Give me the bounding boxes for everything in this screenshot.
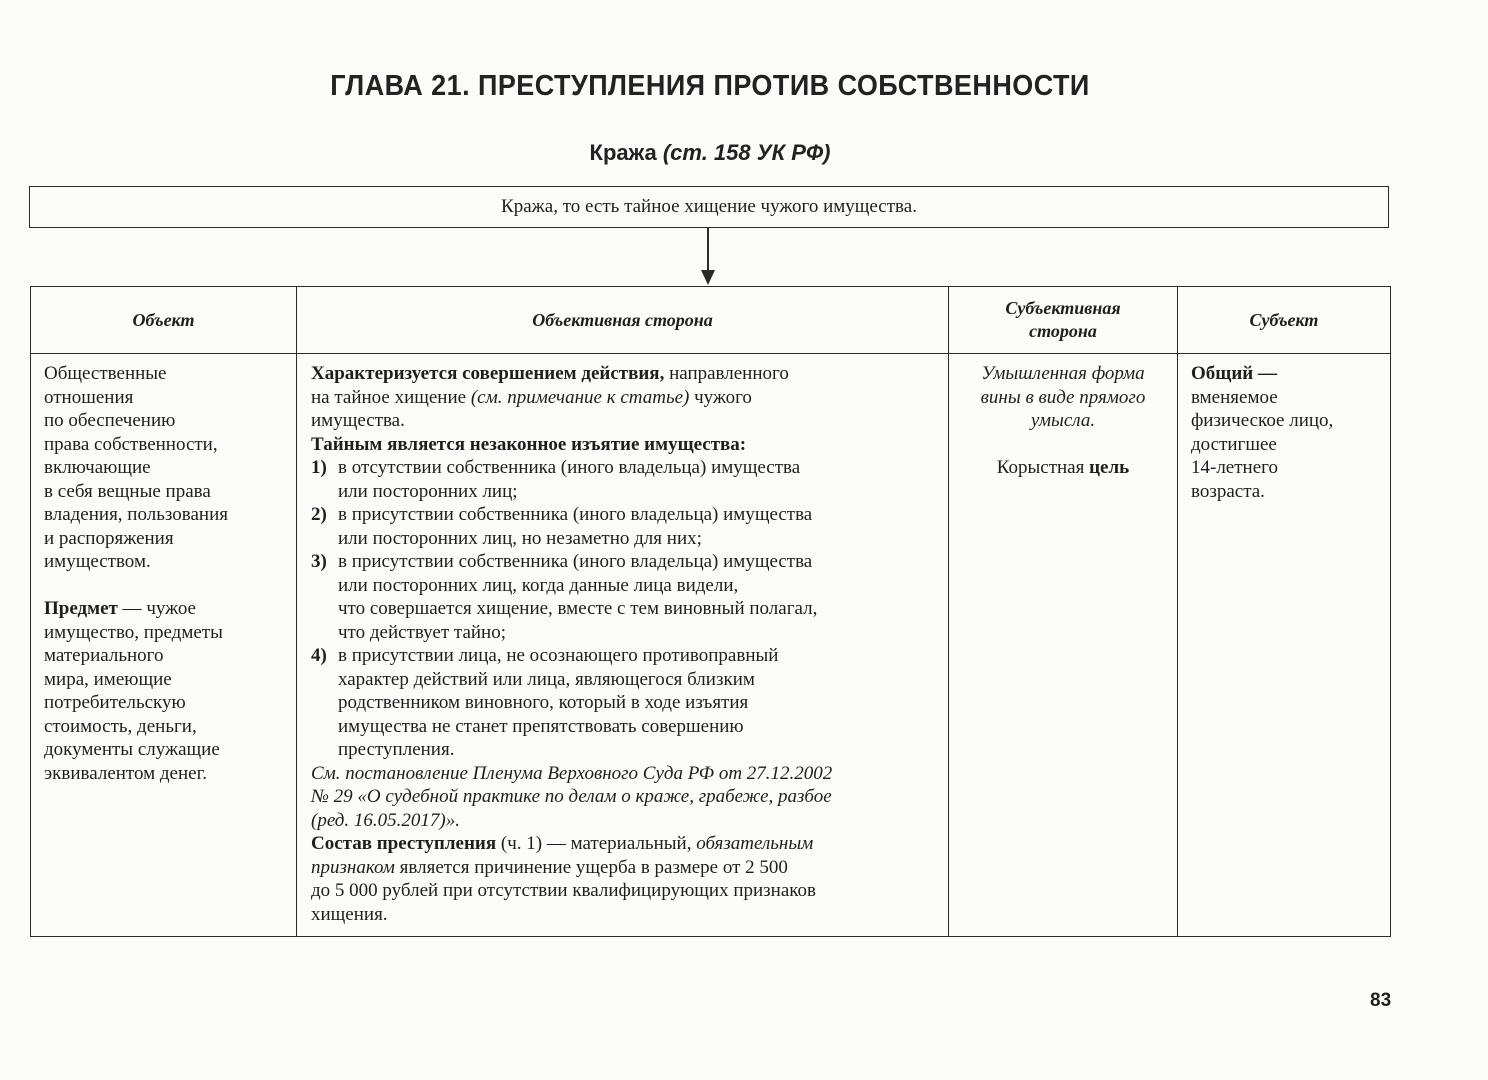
object-line: права собственности,: [44, 433, 218, 455]
intro-line2-end: чужого: [689, 386, 752, 408]
cell-subjective-side: [949, 354, 1178, 937]
subject-label: Общий —: [1191, 363, 1277, 384]
composition-line2-italic: признаком: [311, 856, 395, 878]
object-line: в себя вещные права: [44, 480, 211, 502]
subject-line: возраста.: [1191, 480, 1265, 502]
guilt-line: умысла.: [1030, 410, 1096, 431]
definition-text: Кража, то есть тайное хищение чужого имущества.: [501, 196, 917, 217]
guilt-line: вины в виде прямого: [980, 386, 1146, 408]
objective-intro-line1: [311, 362, 938, 386]
article-title: [0, 140, 1420, 166]
subject-matter-line: документы служащие: [44, 739, 220, 760]
header-subjective-line1: Субъективная: [1005, 298, 1121, 318]
composition-label: Состав преступления: [311, 833, 497, 854]
object-line: по обеспечению: [44, 410, 176, 431]
list-line: что совершается хищение, вместе с тем виновный полагал,: [338, 598, 818, 619]
subject-matter-line: эквивалентом денег.: [44, 762, 207, 784]
reference-line: (ред. 16.05.2017)».: [311, 809, 460, 831]
list-line: или посторонних лиц, когда данные лица видели,: [338, 574, 739, 596]
arrow-connector: [707, 228, 709, 276]
subject-matter-line: стоимость, деньги,: [44, 715, 197, 737]
guilt-line: Умышленная форма: [981, 363, 1145, 384]
table-header-row: [31, 287, 1391, 354]
list-line: или посторонних лиц;: [338, 480, 518, 502]
list-line: в отсутствии собственника (иного владельца) имущества: [338, 457, 801, 478]
header-objective-side: Объективная сторона: [297, 287, 949, 354]
subject-matter-first: — чужое: [117, 598, 196, 619]
list-number: 2): [311, 504, 327, 525]
subject-matter-label: Предмет: [44, 598, 118, 619]
subject-matter: [44, 597, 286, 785]
header-subjective-line2: сторона: [1029, 321, 1097, 341]
chapter-title: ГЛАВА 21. ПРЕСТУПЛЕНИЯ ПРОТИВ СОБСТВЕННОСТИ: [330, 70, 1090, 102]
object-line: Общественные: [44, 363, 167, 384]
object-line: владения, пользования: [44, 504, 228, 525]
list-line: в присутствии собственника (иного владельца) имущества: [338, 504, 813, 525]
list-item: [311, 644, 938, 762]
list-number: 1): [311, 457, 327, 478]
motive-bold: цель: [1089, 457, 1130, 478]
object-lines: [44, 362, 286, 574]
composition-italic: обязательным: [696, 833, 814, 854]
object-line: включающие: [44, 457, 151, 478]
objective-intro-line3: имущества.: [311, 410, 405, 431]
list-line: характер действий или лица, являющегося близким: [338, 668, 755, 690]
list-item: [311, 550, 938, 644]
list-number: 3): [311, 551, 327, 572]
reference-line: См. постановление Пленума Верховного Суда РФ от 27.12.2002: [311, 762, 833, 784]
page-number: 83: [1370, 990, 1392, 1011]
composition-line2-rest: является причинение ущерба в размере от 2 500: [394, 856, 788, 878]
subject-matter-line: мира, имеющие: [44, 668, 172, 690]
list-line: имущества не станет препятствовать совершению: [338, 715, 744, 737]
intro-bold: Характеризуется совершением действия,: [311, 363, 665, 384]
list-line: или посторонних лиц, но незаметно для них;: [338, 527, 702, 549]
subject-matter-line: материального: [44, 645, 164, 666]
definition-box: [29, 186, 1389, 228]
subject-line: 14-летнего: [1191, 457, 1278, 478]
intro-line2-note: (см. примечание к статье): [470, 386, 690, 408]
composition-line1: [311, 832, 938, 856]
object-line: отношения: [44, 386, 134, 408]
list-line: преступления.: [338, 739, 455, 760]
list-line: что действует тайно;: [338, 621, 507, 643]
article-reference: (ст. 158 УК РФ): [662, 140, 831, 165]
list-item: [311, 503, 938, 550]
secret-heading: Тайным является незаконное изъятие имущества:: [311, 433, 747, 455]
composition-line2: [311, 856, 938, 880]
court-reference: [311, 762, 938, 833]
intro-line2-start: на тайное хищение: [311, 386, 471, 408]
subject-line: достигшее: [1191, 433, 1277, 455]
header-subjective-side: [949, 287, 1178, 354]
composition-line4: хищения.: [311, 903, 388, 925]
list-line: в присутствии собственника (иного владельца) имущества: [338, 551, 813, 572]
article-name: Кража: [589, 140, 657, 165]
crime-elements-table: [30, 286, 1391, 937]
cell-objective-side: [297, 354, 949, 937]
objective-intro-line2: [311, 386, 938, 410]
subject-matter-line: имущество, предметы: [44, 621, 223, 643]
subject-matter-line: потребительскую: [44, 692, 186, 713]
cell-object: [31, 354, 297, 937]
list-line: в присутствии лица, не осознающего противоправный: [338, 645, 779, 666]
subject-matter-line: [44, 597, 286, 621]
subject-line: вменяемое: [1191, 386, 1278, 408]
list-line: родственником виновного, который в ходе изъятия: [338, 692, 749, 713]
reference-line: № 29 «О судебной практике по делам о краже, грабеже, разбое: [311, 786, 832, 807]
table-body-row: [31, 354, 1391, 937]
header-subject: Субъект: [1178, 287, 1391, 354]
cell-subject: [1178, 354, 1391, 937]
object-line: имуществом.: [44, 551, 151, 572]
arrow-down-icon: [701, 270, 715, 285]
composition-part: (ч. 1) — материальный,: [496, 833, 697, 854]
composition-line3: до 5 000 рублей при отсутствии квалифицирующих признаков: [311, 880, 817, 901]
object-line: и распоряжения: [44, 527, 174, 549]
subject-line: физическое лицо,: [1191, 410, 1334, 431]
list-item: [311, 456, 938, 503]
list-number: 4): [311, 645, 327, 666]
motive-text: Корыстная: [996, 457, 1090, 478]
intro-rest: направленного: [664, 363, 789, 384]
guilt-form: [955, 362, 1171, 433]
header-object: Объект: [31, 287, 297, 354]
motive: [955, 456, 1171, 480]
